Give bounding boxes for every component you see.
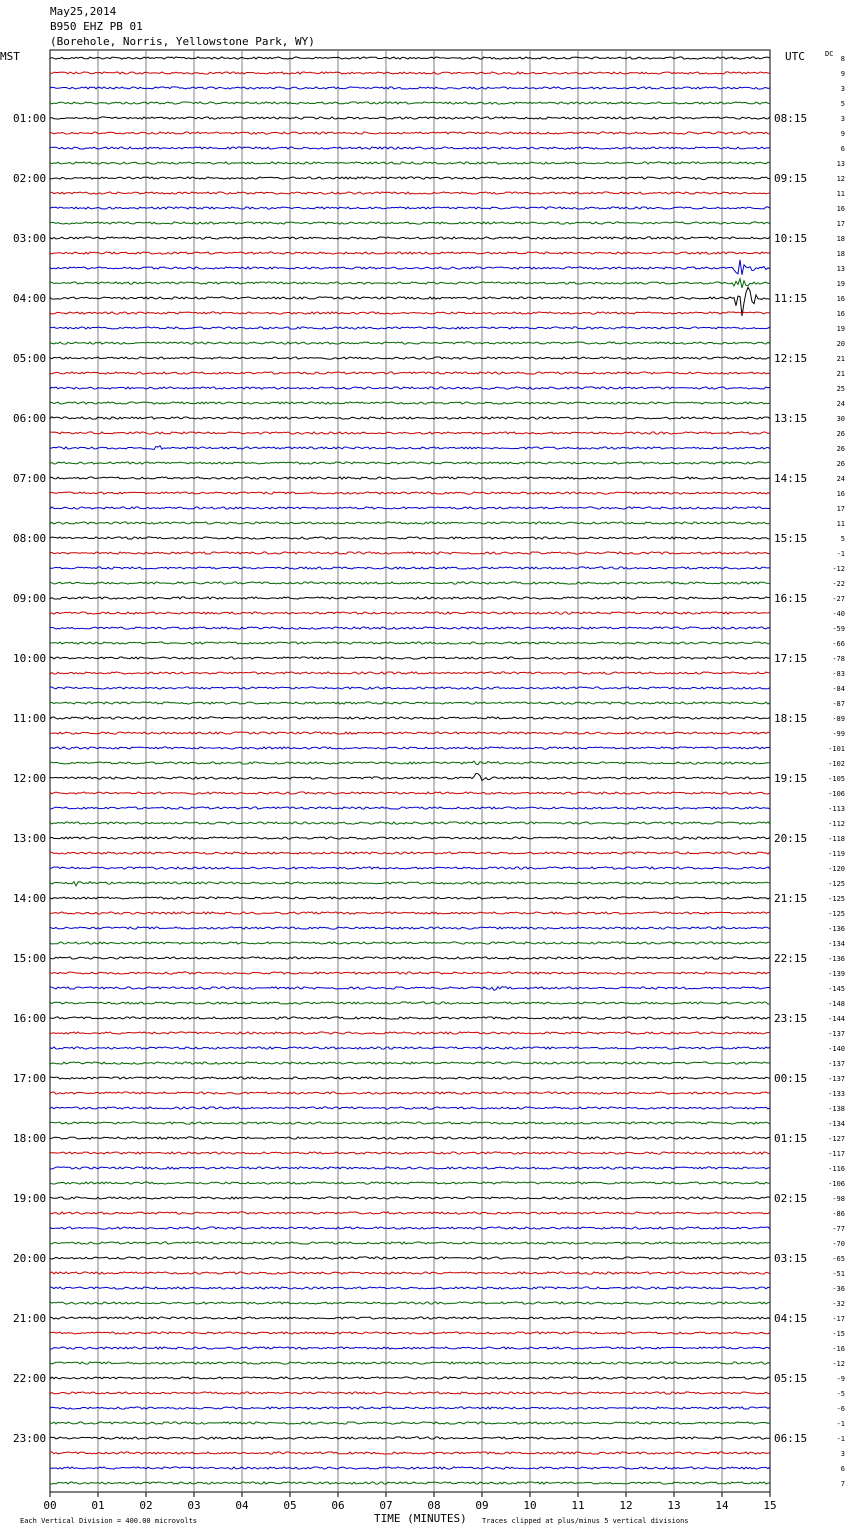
seismic-trace <box>50 567 770 569</box>
seismic-trace <box>50 1047 770 1049</box>
seismic-trace <box>50 1482 770 1484</box>
seismic-trace <box>50 117 770 119</box>
seismic-trace <box>50 612 770 614</box>
dc-offset-value: 17 <box>836 220 845 228</box>
x-tick-label: 12 <box>619 1499 633 1512</box>
dc-offset-value: -83 <box>832 670 845 678</box>
x-tick-label: 03 <box>187 1499 201 1512</box>
seismic-trace <box>50 260 770 275</box>
dc-offset-value: 7 <box>840 1480 845 1488</box>
seismic-trace <box>50 1077 770 1079</box>
right-axis-label: UTC <box>785 50 805 63</box>
seismic-trace <box>50 1302 770 1304</box>
seismic-trace <box>50 222 770 224</box>
dc-offset-value: 24 <box>836 400 845 408</box>
seismic-trace <box>50 1257 770 1259</box>
seismic-trace <box>50 792 770 794</box>
seismic-trace <box>50 897 770 899</box>
seismic-trace <box>50 1332 770 1334</box>
dc-offset-value: 13 <box>836 160 845 168</box>
dc-offset-value: 13 <box>836 265 845 273</box>
mst-hour-label: 23:00 <box>13 1432 47 1445</box>
dc-offset-value: -105 <box>828 775 845 783</box>
dc-offset-value: -106 <box>828 1180 845 1188</box>
seismic-trace <box>50 342 770 344</box>
mst-hour-label: 12:00 <box>13 772 47 785</box>
seismic-trace <box>50 1092 770 1094</box>
seismic-trace <box>50 372 770 374</box>
utc-hour-label: 10:15 <box>774 232 808 245</box>
dc-offset-value: 5 <box>840 535 845 543</box>
dc-offset-value: -136 <box>828 955 845 963</box>
seismic-trace <box>50 761 770 765</box>
mst-hour-label: 05:00 <box>13 352 47 365</box>
seismic-trace <box>50 597 770 599</box>
dc-offset-value: 3 <box>840 85 845 93</box>
dc-offset-value: -27 <box>832 595 845 603</box>
dc-offset-value: -9 <box>836 1375 845 1383</box>
utc-hour-label: 16:15 <box>774 592 808 605</box>
seismic-trace <box>50 1362 770 1364</box>
seismic-trace <box>50 1197 770 1199</box>
seismic-trace <box>50 192 770 194</box>
dc-offset-value: -51 <box>832 1270 845 1278</box>
seismic-trace <box>50 477 770 479</box>
x-tick-label: 02 <box>139 1499 153 1512</box>
dc-offset-value: -98 <box>832 1195 845 1203</box>
seismic-trace <box>50 773 770 780</box>
dc-offset-value: 3 <box>840 1450 845 1458</box>
dc-offset-value: 18 <box>836 235 845 243</box>
seismic-trace <box>50 279 770 288</box>
seismic-trace <box>50 492 770 494</box>
dc-offset-value: -86 <box>832 1210 845 1218</box>
dc-offset-value: -101 <box>828 745 845 753</box>
utc-hour-label: 05:15 <box>774 1372 808 1385</box>
utc-hour-label: 03:15 <box>774 1252 808 1265</box>
seismic-trace <box>50 1212 770 1214</box>
dc-column-label: DC <box>825 50 834 58</box>
dc-offset-value: -144 <box>828 1015 845 1023</box>
x-tick-label: 10 <box>523 1499 537 1512</box>
utc-hour-label: 11:15 <box>774 292 808 305</box>
dc-offset-value: 6 <box>840 145 845 153</box>
seismic-trace <box>50 717 770 719</box>
seismic-trace <box>50 207 770 209</box>
x-axis-title: TIME (MINUTES) <box>374 1512 467 1525</box>
seismic-trace <box>50 162 770 164</box>
dc-offset-value: 16 <box>836 205 845 213</box>
utc-hour-label: 02:15 <box>774 1192 808 1205</box>
station-date: May25,2014 <box>50 5 117 18</box>
dc-offset-value: 30 <box>836 415 845 423</box>
seismic-trace <box>50 1182 770 1184</box>
mst-hour-label: 10:00 <box>13 652 47 665</box>
seismic-trace <box>50 927 770 929</box>
plot-frame <box>50 50 770 1492</box>
seismic-trace <box>50 1317 770 1319</box>
dc-offset-value: 9 <box>840 130 845 138</box>
dc-offset-value: -84 <box>832 685 845 693</box>
seismic-trace <box>50 1467 770 1469</box>
dc-offset-value: -66 <box>832 640 845 648</box>
dc-offset-value: 24 <box>836 475 845 483</box>
mst-hour-label: 20:00 <box>13 1252 47 1265</box>
seismic-trace <box>50 402 770 404</box>
dc-offset-value: -12 <box>832 1360 845 1368</box>
dc-offset-value: -137 <box>828 1030 845 1038</box>
seismic-trace <box>50 72 770 74</box>
dc-offset-value: 16 <box>836 310 845 318</box>
seismic-trace <box>50 642 770 644</box>
seismic-trace <box>50 102 770 104</box>
dc-offset-value: -120 <box>828 865 845 873</box>
dc-offset-value: 19 <box>836 325 845 333</box>
seismic-trace <box>50 57 770 59</box>
seismic-trace <box>50 87 770 89</box>
seismic-trace <box>50 417 770 419</box>
dc-offset-value: -36 <box>832 1285 845 1293</box>
mst-hour-label: 15:00 <box>13 952 47 965</box>
dc-offset-value: 26 <box>836 430 845 438</box>
seismic-trace <box>50 1437 770 1439</box>
dc-offset-value: -140 <box>828 1045 845 1053</box>
mst-hour-label: 21:00 <box>13 1312 47 1325</box>
dc-offset-value: 11 <box>836 520 845 528</box>
dc-offset-value: -148 <box>828 1000 845 1008</box>
seismic-trace <box>50 1407 770 1409</box>
dc-offset-value: -40 <box>832 610 845 618</box>
mst-hour-label: 03:00 <box>13 232 47 245</box>
seismic-trace <box>50 132 770 134</box>
seismic-trace <box>50 1227 770 1229</box>
x-tick-label: 11 <box>571 1499 585 1512</box>
dc-offset-value: -70 <box>832 1240 845 1248</box>
dc-offset-value: -125 <box>828 910 845 918</box>
seismic-trace <box>50 1122 770 1124</box>
utc-hour-label: 06:15 <box>774 1432 808 1445</box>
seismic-trace <box>50 537 770 539</box>
utc-hour-label: 09:15 <box>774 172 808 185</box>
left-axis-label: MST <box>0 50 20 63</box>
seismic-trace <box>50 1452 770 1454</box>
station-code: B950 EHZ PB 01 <box>50 20 143 33</box>
dc-offset-value: 12 <box>836 175 845 183</box>
dc-offset-value: -89 <box>832 715 845 723</box>
x-tick-label: 15 <box>763 1499 777 1512</box>
dc-offset-value: -137 <box>828 1075 845 1083</box>
seismic-trace <box>50 837 770 839</box>
seismic-trace <box>50 237 770 239</box>
mst-hour-label: 22:00 <box>13 1372 47 1385</box>
dc-offset-value: -59 <box>832 625 845 633</box>
seismic-trace <box>50 912 770 914</box>
dc-offset-value: 9 <box>840 70 845 78</box>
seismic-trace <box>50 287 770 316</box>
mst-hour-label: 08:00 <box>13 532 47 545</box>
dc-offset-value: 26 <box>836 460 845 468</box>
mst-hour-label: 19:00 <box>13 1192 47 1205</box>
dc-offset-value: -99 <box>832 730 845 738</box>
dc-offset-value: 26 <box>836 445 845 453</box>
seismic-trace <box>50 1287 770 1289</box>
x-tick-label: 00 <box>43 1499 57 1512</box>
dc-offset-value: -117 <box>828 1150 845 1158</box>
dc-offset-value: -112 <box>828 820 845 828</box>
dc-offset-value: -118 <box>828 835 845 843</box>
seismic-trace <box>50 1002 770 1004</box>
seismic-trace <box>50 1392 770 1394</box>
seismic-trace <box>50 687 770 689</box>
utc-hour-label: 23:15 <box>774 1012 808 1025</box>
dc-offset-value: -106 <box>828 790 845 798</box>
dc-offset-value: -78 <box>832 655 845 663</box>
seismic-trace <box>50 882 770 886</box>
dc-offset-value: -1 <box>836 1435 845 1443</box>
x-tick-label: 05 <box>283 1499 297 1512</box>
seismic-trace <box>50 987 770 991</box>
x-tick-label: 07 <box>379 1499 393 1512</box>
seismic-trace <box>50 732 770 734</box>
seismic-trace <box>50 357 770 359</box>
seismic-trace <box>50 462 770 464</box>
seismic-trace <box>50 972 770 974</box>
dc-offset-value: -134 <box>828 940 845 948</box>
seismic-trace <box>50 942 770 944</box>
dc-offset-value: 11 <box>836 190 845 198</box>
seismic-trace <box>50 1137 770 1139</box>
dc-offset-value: 5 <box>840 100 845 108</box>
dc-offset-value: -136 <box>828 925 845 933</box>
seismic-trace <box>50 1017 770 1019</box>
dc-offset-value: -32 <box>832 1300 845 1308</box>
seismic-trace <box>50 507 770 509</box>
utc-hour-label: 18:15 <box>774 712 808 725</box>
seismic-trace <box>50 807 770 809</box>
seismic-trace <box>50 657 770 659</box>
x-tick-label: 14 <box>715 1499 729 1512</box>
dc-offset-value: 20 <box>836 340 845 348</box>
seismic-trace <box>50 867 770 869</box>
dc-offset-value: -119 <box>828 850 845 858</box>
dc-offset-value: -15 <box>832 1330 845 1338</box>
dc-offset-value: 18 <box>836 250 845 258</box>
mst-hour-label: 07:00 <box>13 472 47 485</box>
seismic-trace <box>50 552 770 554</box>
dc-offset-value: -22 <box>832 580 845 588</box>
dc-offset-value: -127 <box>828 1135 845 1143</box>
seismic-trace <box>50 1272 770 1274</box>
mst-hour-label: 02:00 <box>13 172 47 185</box>
dc-offset-value: -138 <box>828 1105 845 1113</box>
seismic-trace <box>50 822 770 824</box>
dc-offset-value: -116 <box>828 1165 845 1173</box>
mst-hour-label: 17:00 <box>13 1072 47 1085</box>
dc-offset-value: 17 <box>836 505 845 513</box>
dc-offset-value: -137 <box>828 1060 845 1068</box>
dc-offset-value: 3 <box>840 115 845 123</box>
seismic-trace <box>50 1347 770 1349</box>
seismic-trace <box>50 582 770 584</box>
seismic-trace <box>50 252 770 254</box>
mst-hour-label: 11:00 <box>13 712 47 725</box>
x-tick-label: 13 <box>667 1499 681 1512</box>
seismic-trace <box>50 1242 770 1244</box>
dc-offset-value: -1 <box>836 550 845 558</box>
seismic-trace <box>50 1032 770 1034</box>
seismic-trace <box>50 446 770 450</box>
dc-offset-value: -133 <box>828 1090 845 1098</box>
utc-hour-label: 01:15 <box>774 1132 808 1145</box>
utc-hour-label: 00:15 <box>774 1072 808 1085</box>
utc-hour-label: 12:15 <box>774 352 808 365</box>
utc-hour-label: 14:15 <box>774 472 808 485</box>
mst-hour-label: 04:00 <box>13 292 47 305</box>
seismic-trace <box>50 1377 770 1379</box>
seismic-trace <box>50 627 770 629</box>
utc-hour-label: 04:15 <box>774 1312 808 1325</box>
x-tick-label: 09 <box>475 1499 489 1512</box>
seismic-trace <box>50 522 770 524</box>
utc-hour-label: 17:15 <box>774 652 808 665</box>
seismic-trace <box>50 957 770 959</box>
seismic-trace <box>50 1062 770 1064</box>
x-tick-label: 01 <box>91 1499 105 1512</box>
utc-hour-label: 21:15 <box>774 892 808 905</box>
seismic-trace <box>50 312 770 314</box>
seismic-trace <box>50 672 770 674</box>
x-tick-label: 04 <box>235 1499 249 1512</box>
dc-offset-value: -145 <box>828 985 845 993</box>
utc-hour-label: 20:15 <box>774 832 808 845</box>
dc-offset-value: -87 <box>832 700 845 708</box>
mst-hour-label: 13:00 <box>13 832 47 845</box>
seismic-trace <box>50 387 770 389</box>
x-tick-label: 06 <box>331 1499 345 1512</box>
dc-offset-value: -113 <box>828 805 845 813</box>
utc-hour-label: 13:15 <box>774 412 808 425</box>
dc-offset-value: 19 <box>836 280 845 288</box>
clip-note: Traces clipped at plus/minus 5 vertical divisions <box>482 1517 689 1525</box>
dc-offset-value: -125 <box>828 880 845 888</box>
dc-offset-value: 6 <box>840 1465 845 1473</box>
dc-offset-value: -65 <box>832 1255 845 1263</box>
utc-hour-label: 19:15 <box>774 772 808 785</box>
mst-hour-label: 01:00 <box>13 112 47 125</box>
seismic-trace <box>50 747 770 749</box>
mst-hour-label: 09:00 <box>13 592 47 605</box>
utc-hour-label: 08:15 <box>774 112 808 125</box>
dc-offset-value: -134 <box>828 1120 845 1128</box>
dc-offset-value: 16 <box>836 295 845 303</box>
station-location: (Borehole, Norris, Yellowstone Park, WY) <box>50 35 315 48</box>
scale-note: Each Vertical Division = 400.00 microvolts <box>20 1517 198 1525</box>
seismic-trace <box>50 852 770 854</box>
seismic-trace <box>50 432 770 434</box>
dc-offset-value: 8 <box>840 55 845 63</box>
dc-offset-value: -16 <box>832 1345 845 1353</box>
dc-offset-value: -12 <box>832 565 845 573</box>
dc-offset-value: -6 <box>836 1405 845 1413</box>
seismic-trace <box>50 327 770 329</box>
dc-offset-value: -17 <box>832 1315 845 1323</box>
mst-hour-label: 14:00 <box>13 892 47 905</box>
utc-hour-label: 15:15 <box>774 532 808 545</box>
seismic-trace <box>50 177 770 180</box>
dc-offset-value: -1 <box>836 1420 845 1428</box>
seismic-trace <box>50 1152 770 1154</box>
x-tick-label: 08 <box>427 1499 441 1512</box>
seismic-trace <box>50 1167 770 1169</box>
utc-hour-label: 22:15 <box>774 952 808 965</box>
seismic-trace <box>50 147 770 149</box>
dc-offset-value: -125 <box>828 895 845 903</box>
seismic-trace <box>50 702 770 704</box>
dc-offset-value: 21 <box>836 355 845 363</box>
seismic-trace <box>50 1107 770 1109</box>
dc-offset-value: 16 <box>836 490 845 498</box>
dc-offset-value: 25 <box>836 385 845 393</box>
dc-offset-value: -102 <box>828 760 845 768</box>
dc-offset-value: -77 <box>832 1225 845 1233</box>
seismic-trace <box>50 1422 770 1424</box>
mst-hour-label: 18:00 <box>13 1132 47 1145</box>
dc-offset-value: 21 <box>836 370 845 378</box>
mst-hour-label: 16:00 <box>13 1012 47 1025</box>
dc-offset-value: -139 <box>828 970 845 978</box>
dc-offset-value: -5 <box>836 1390 845 1398</box>
mst-hour-label: 06:00 <box>13 412 47 425</box>
